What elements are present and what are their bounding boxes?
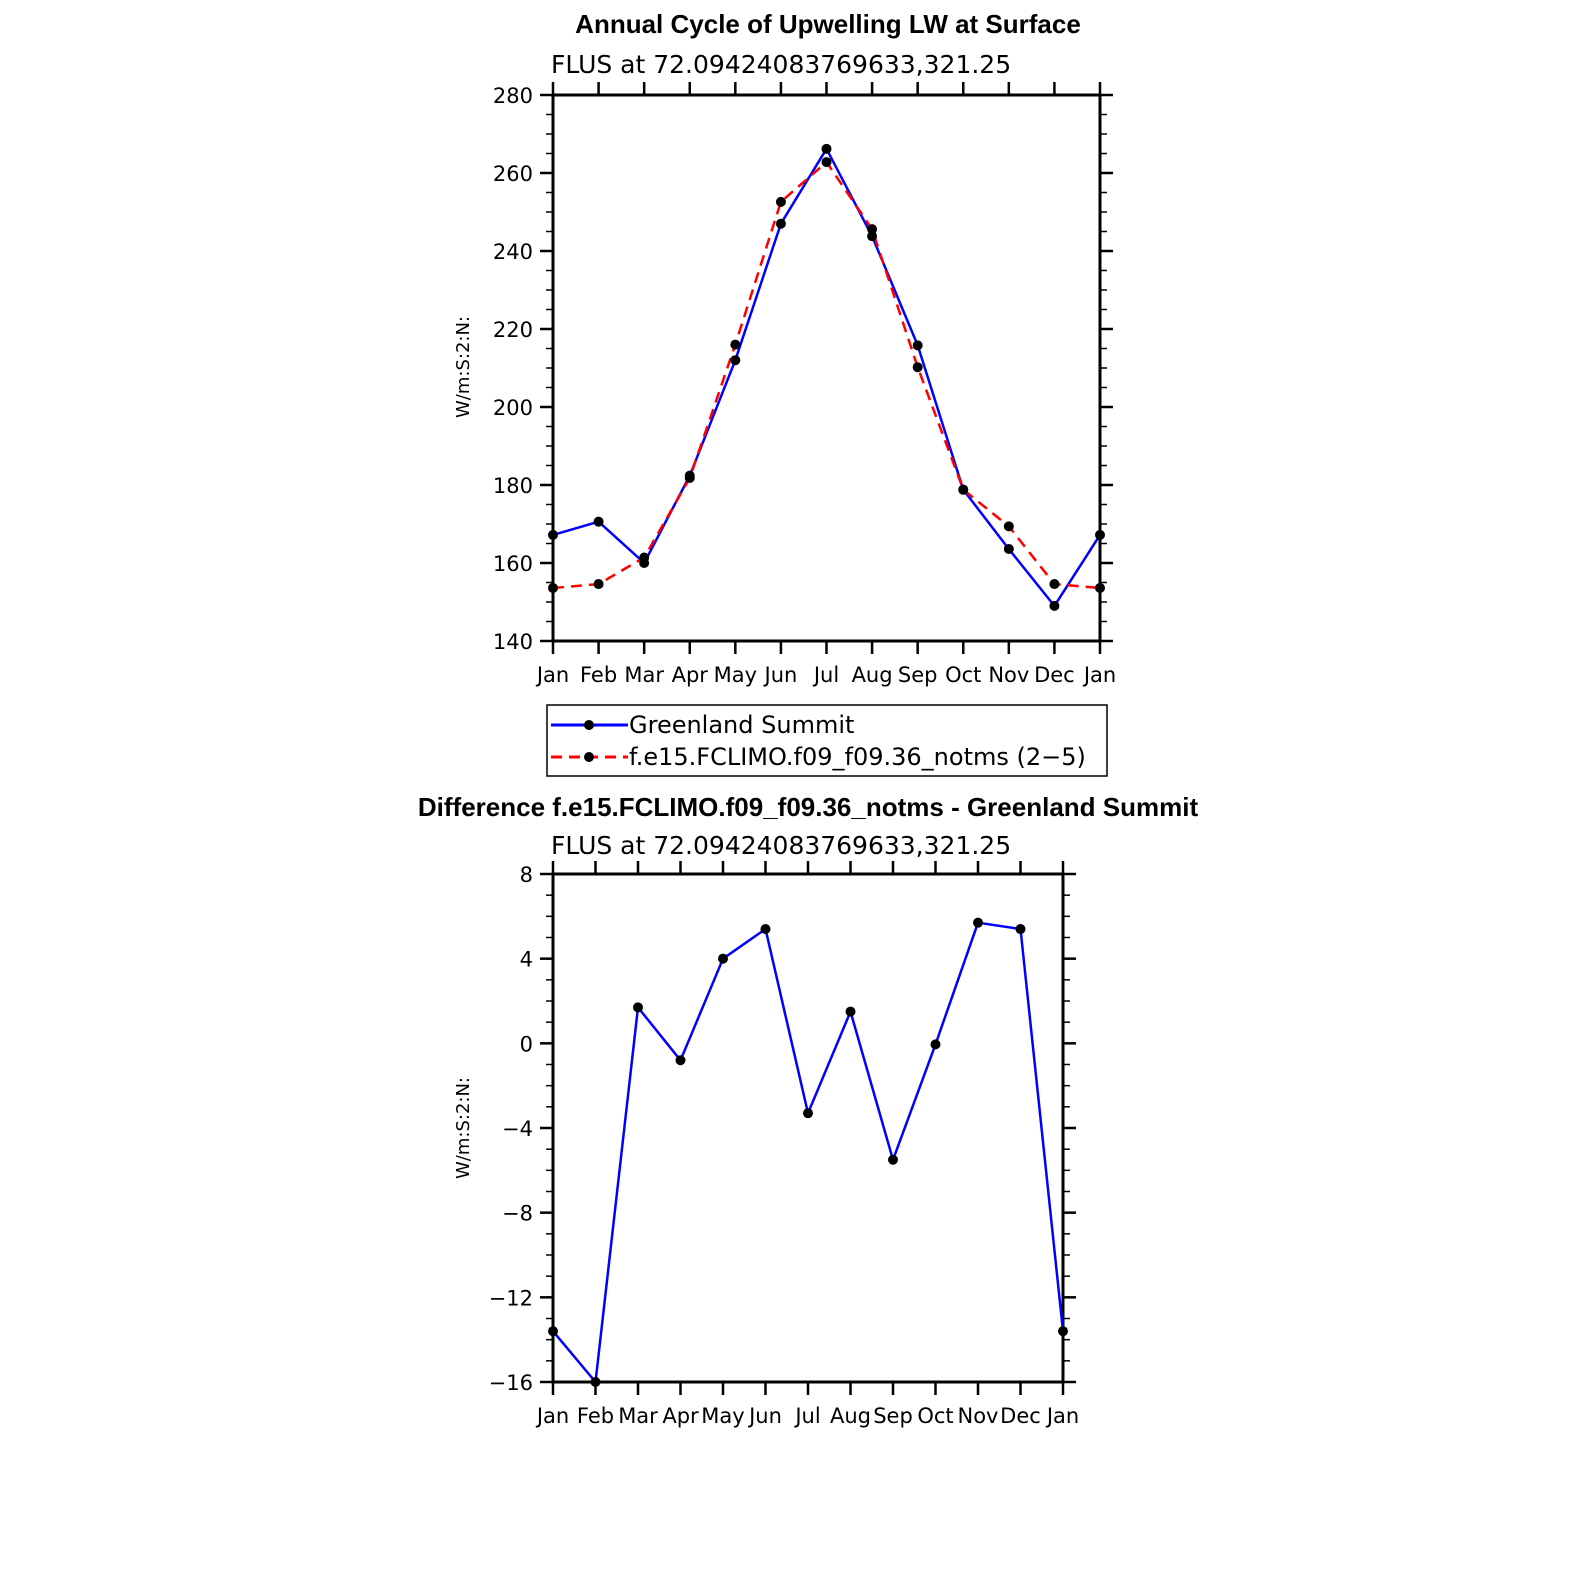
data-point-s0-11: [1049, 601, 1059, 611]
y-tick-label: 280: [492, 84, 533, 108]
y-tick-label: 260: [492, 162, 533, 186]
data-point-s0-6: [803, 1108, 813, 1118]
y-tick-label: 8: [519, 863, 533, 887]
data-point-s1-8: [913, 362, 923, 372]
y-tick-label: 180: [492, 474, 533, 498]
data-point-s1-9: [958, 485, 968, 495]
y-tick-label: −16: [488, 1371, 533, 1395]
y-tick-label: 4: [519, 947, 533, 972]
x-tick-label: Aug: [829, 1404, 872, 1428]
chart-title: Difference f.e15.FCLIMO.f09_f09.36_notms - Greenland Summit: [417, 792, 1199, 822]
data-point-s0-10: [1004, 544, 1014, 554]
legend-marker-obs: [584, 720, 594, 730]
x-tick-label: Aug: [851, 663, 893, 687]
y-tick-label: −12: [488, 1286, 533, 1311]
data-point-s0-2: [633, 1002, 643, 1012]
data-point-s1-1: [594, 579, 604, 589]
data-point-s0-0: [548, 530, 558, 540]
plot-frame: [553, 874, 1063, 1382]
data-point-s1-12: [1095, 583, 1105, 593]
x-tick-label: Sep: [897, 663, 938, 687]
data-point-s1-11: [1049, 579, 1059, 589]
x-tick-label: Jan: [536, 663, 570, 687]
series-line-1: [553, 162, 1100, 588]
data-point-s0-1: [591, 1377, 601, 1387]
x-tick-label: Mar: [618, 1404, 658, 1428]
y-tick-label: 0: [519, 1032, 533, 1057]
data-point-s1-6: [822, 157, 832, 167]
data-point-s0-5: [776, 219, 786, 229]
data-point-s0-1: [594, 517, 604, 527]
x-tick-label: Feb: [579, 663, 618, 687]
x-tick-label: Apr: [671, 663, 708, 687]
plot-area: [489, 861, 1080, 1428]
x-tick-label: Feb: [576, 1404, 615, 1428]
x-tick-label: Mar: [624, 663, 664, 687]
data-point-s0-0: [548, 1326, 558, 1336]
x-tick-label: Jul: [813, 663, 840, 687]
data-point-s0-7: [846, 1007, 856, 1017]
x-tick-label: Jun: [764, 663, 798, 687]
data-point-s0-12: [1058, 1326, 1068, 1336]
series-line-0: [553, 149, 1100, 606]
chart-panel-difference: [418, 792, 1199, 1428]
x-tick-label: Oct: [917, 1404, 954, 1428]
chart-subtitle: FLUS at 72.09424083769633,321.25: [551, 50, 1012, 79]
y-tick-label: 240: [492, 240, 533, 264]
y-tick-label: 200: [492, 396, 533, 420]
x-tick-label: Jul: [795, 1404, 821, 1428]
plot-area: [493, 82, 1116, 687]
x-tick-label: Jan: [1046, 1404, 1080, 1428]
data-point-s1-10: [1004, 521, 1014, 531]
data-point-s0-8: [913, 340, 923, 350]
y-axis-label: W/m:S:2:N:: [453, 1077, 474, 1179]
data-point-s0-4: [718, 954, 728, 964]
data-point-s1-5: [776, 197, 786, 207]
data-point-s0-11: [1016, 924, 1026, 934]
data-point-s0-4: [730, 355, 740, 365]
legend-label-obs: Greenland Summit: [629, 711, 855, 739]
x-tick-label: Jan: [536, 1404, 570, 1428]
chart-subtitle: FLUS at 72.09424083769633,321.25: [551, 831, 1012, 860]
chart-panel-annual-cycle: [453, 9, 1116, 776]
x-tick-label: Apr: [662, 1404, 699, 1428]
x-tick-label: Jun: [749, 1404, 782, 1428]
y-tick-label: 220: [492, 318, 533, 342]
data-point-s0-12: [1095, 530, 1105, 540]
y-tick-label: −4: [502, 1117, 533, 1141]
data-point-s0-5: [761, 924, 771, 934]
x-tick-label: Oct: [945, 663, 982, 687]
y-tick-label: −8: [502, 1201, 533, 1226]
data-point-s0-8: [888, 1155, 898, 1165]
chart-title: Annual Cycle of Upwelling LW at Surface: [575, 9, 1081, 39]
data-point-s1-4: [730, 340, 740, 350]
x-tick-label: Dec: [1000, 1404, 1041, 1428]
y-axis-label: W/m:S:2:N:: [453, 316, 474, 418]
x-tick-label: Sep: [873, 1404, 913, 1428]
y-tick-label: 140: [492, 630, 533, 654]
x-tick-label: Nov: [988, 663, 1030, 687]
legend-label-model: f.e15.FCLIMO.f09_f09.36_notms (2−5): [629, 743, 1086, 771]
data-point-s0-10: [973, 918, 983, 928]
x-tick-label: May: [701, 1404, 745, 1428]
legend: [547, 705, 1107, 776]
legend-marker-model: [584, 752, 594, 762]
data-point-s0-6: [822, 144, 832, 154]
x-tick-label: Jan: [1083, 663, 1117, 687]
data-point-s1-3: [685, 473, 695, 483]
x-tick-label: Dec: [1034, 663, 1075, 687]
data-point-s1-0: [548, 583, 558, 593]
data-point-s1-2: [639, 553, 649, 563]
y-tick-label: 160: [492, 552, 533, 576]
data-point-s0-9: [931, 1039, 941, 1049]
data-point-s0-3: [676, 1055, 686, 1065]
legend-item-obs: [551, 711, 854, 739]
x-tick-label: Nov: [957, 1404, 999, 1428]
data-point-s1-7: [867, 224, 877, 234]
legend-item-model: [551, 743, 1086, 771]
series-line-0: [553, 923, 1063, 1382]
x-tick-label: May: [713, 663, 758, 687]
